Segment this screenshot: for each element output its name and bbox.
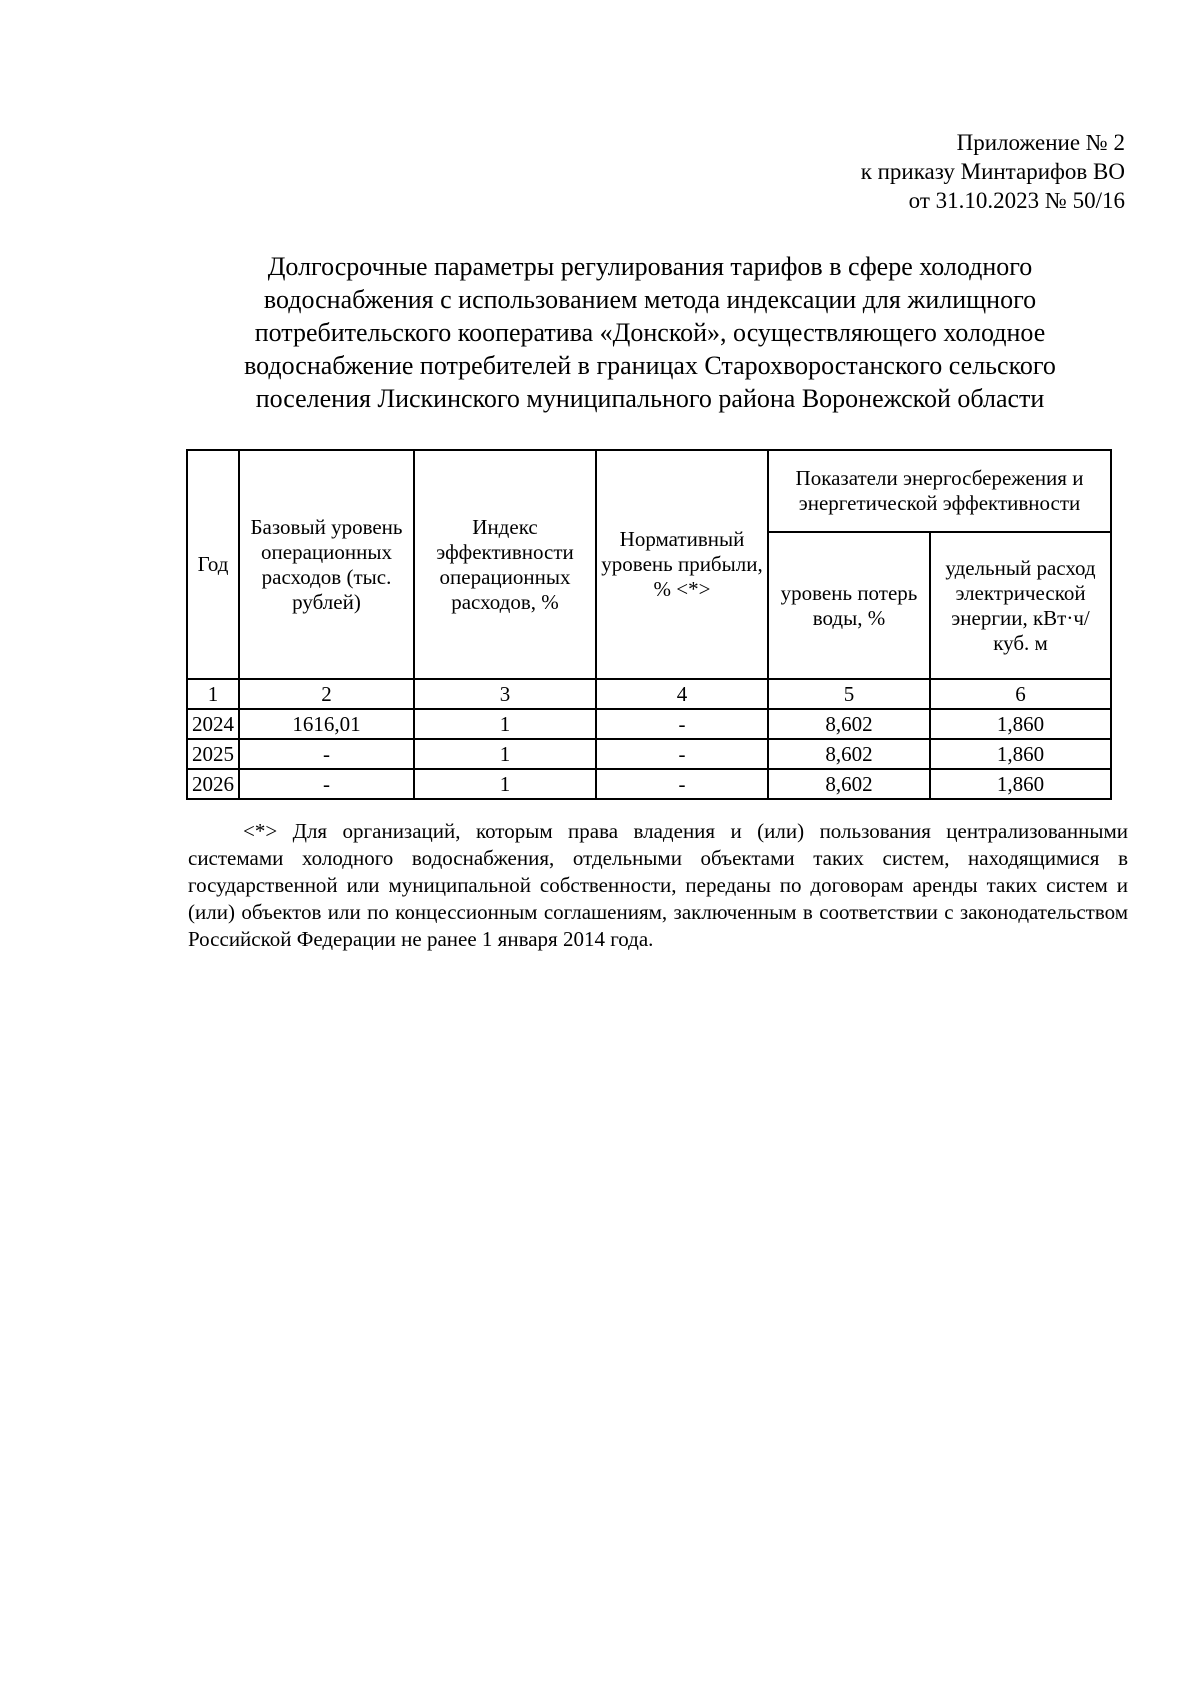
cell-base-level: - [239,769,414,799]
cell-energy-consumption: 1,860 [930,709,1111,739]
cell-profit-level: - [596,709,768,739]
title-line: водоснабжения с использованием метода индексации для жилищного [263,285,1037,314]
cell-energy-consumption: 1,860 [930,739,1111,769]
cell-year: 2025 [187,739,239,769]
cell-base-level: - [239,739,414,769]
cell-profit-level: - [596,769,768,799]
column-number: 2 [239,679,414,709]
cell-water-loss: 8,602 [768,769,930,799]
header-energy-group: Показатели энергосбережения и энергетической эффективности [768,450,1111,532]
column-number: 5 [768,679,930,709]
header-water-loss: уровень потерь воды, % [768,532,930,679]
title-line: Долгосрочные параметры регулирования тарифов в сфере холодного [267,252,1033,281]
cell-water-loss: 8,602 [768,739,930,769]
header-row [187,450,1111,532]
cell-energy-consumption: 1,860 [930,769,1111,799]
document-title [185,250,1115,415]
table-row [187,739,1111,769]
cell-water-loss: 8,602 [768,709,930,739]
column-number: 3 [414,679,596,709]
cell-base-level: 1616,01 [239,709,414,739]
title-line: потребительского кооператива «Донской», осуществляющего холодное [254,318,1046,347]
column-number: 4 [596,679,768,709]
cell-efficiency-index: 1 [414,709,596,739]
appendix-reference [861,128,1125,215]
cell-efficiency-index: 1 [414,739,596,769]
cell-profit-level: - [596,739,768,769]
header-efficiency-index: Индекс эффективности операционных расходов, % [414,450,596,679]
appendix-order: к приказу Минтарифов ВО [860,159,1125,184]
parameters-table [186,449,1112,800]
table-row [187,709,1111,739]
header-base-level: Базовый уровень операционных расходов (тыс. рублей) [239,450,414,679]
cell-year: 2026 [187,769,239,799]
appendix-date: от 31.10.2023 № 50/16 [908,188,1125,213]
column-number-row [187,679,1111,709]
table-row [187,769,1111,799]
cell-efficiency-index: 1 [414,769,596,799]
column-number: 1 [187,679,239,709]
header-energy-consumption: удельный расход электрической энергии, кВт·ч/куб. м [930,532,1111,679]
appendix-number: Приложение № 2 [956,130,1125,155]
header-profit-level: Нормативный уровень прибыли, % <*> [596,450,768,679]
cell-year: 2024 [187,709,239,739]
title-line: поселения Лискинского муниципального района Воронежской области [255,384,1045,413]
header-year: Год [187,450,239,679]
footnote: <*> Для организаций, которым права владения и (или) пользования централизованными системами холодного водоснабжения, отдельными объектами таких систем, находящимися в государственной или муниципальной собственности, переданы по договорам аренды таких систем и (или) объектов или по концессионным соглашениям, заключенным в соответствии с законодательством Российской Федерации не ранее 1 января 2014 года. [188,819,1128,951]
column-number: 6 [930,679,1111,709]
title-line: водоснабжение потребителей в границах Старохворостанского сельского [244,351,1056,380]
